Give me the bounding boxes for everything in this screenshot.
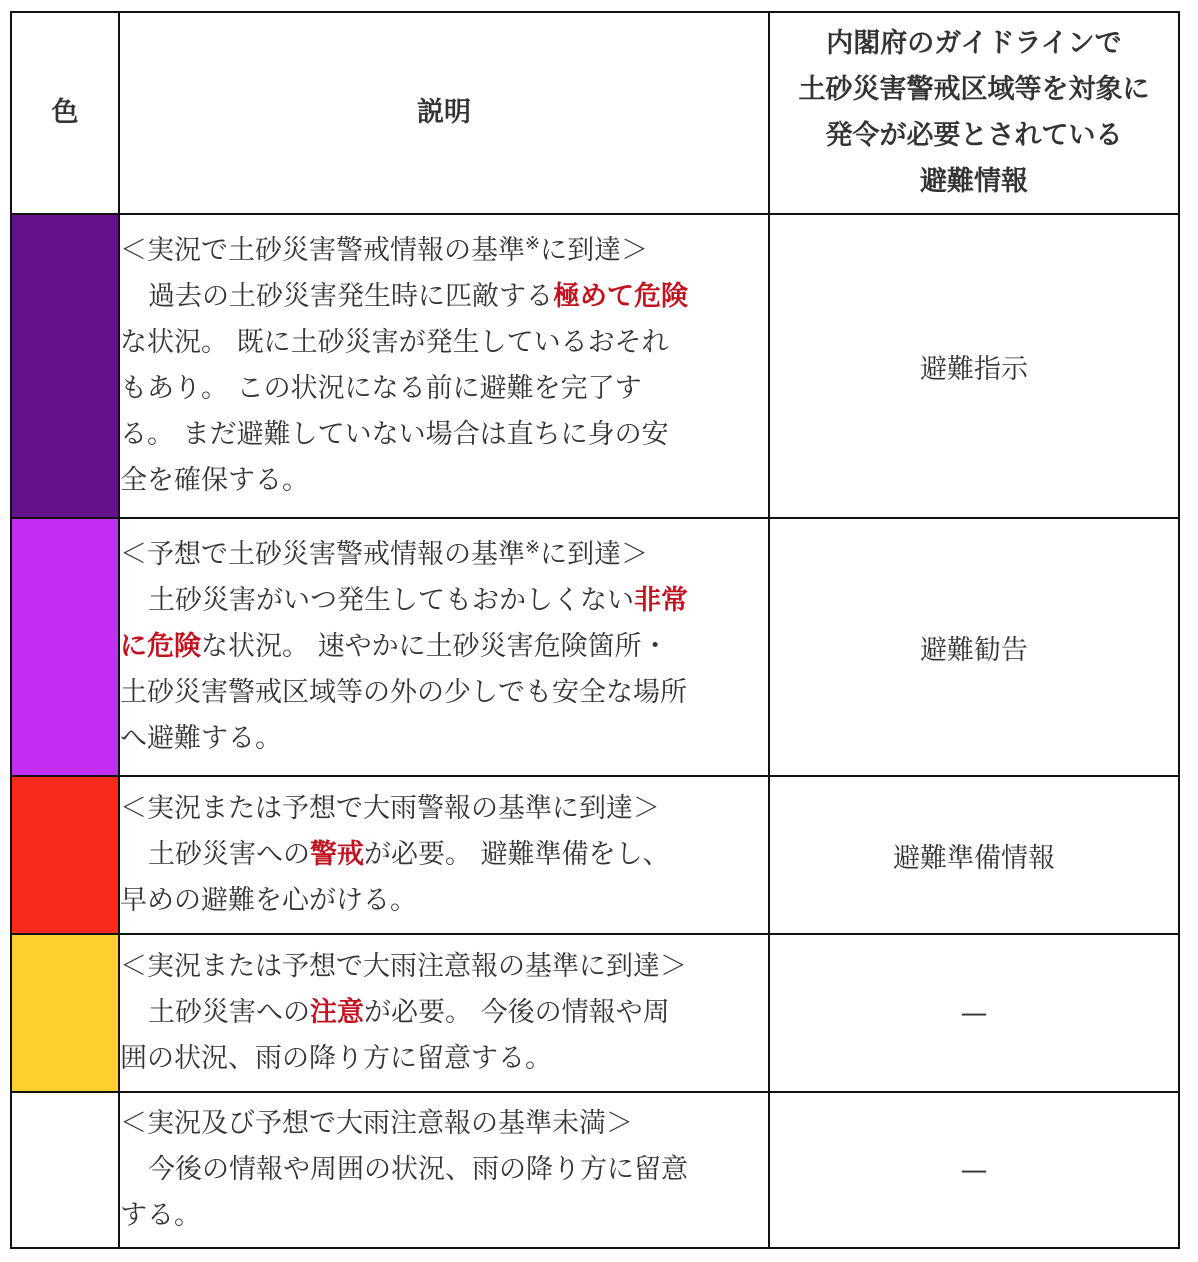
description-line <box>120 1101 768 1147</box>
description-line <box>120 1193 768 1239</box>
header-color: 色 <box>11 12 119 214</box>
header-evacuation-line: 土砂災害警戒区域等を対象に <box>798 74 1150 105</box>
level-description <box>119 518 769 776</box>
level-color-swatch <box>11 934 119 1092</box>
description-line <box>120 458 768 504</box>
description-text: に到達＞ <box>540 539 649 570</box>
description-text: 全を確保する。 <box>120 465 309 496</box>
evacuation-info: 避難準備情報 <box>769 776 1179 934</box>
description-line <box>120 412 768 458</box>
description-line <box>120 832 768 878</box>
description-line <box>120 786 768 832</box>
header-evacuation-info <box>769 12 1179 214</box>
description-text: 土砂災害警戒区域等の外の少しでも安全な場所 <box>120 677 687 708</box>
header-evacuation-line: 内閣府のガイドラインで <box>826 28 1122 59</box>
description-text: 今後の情報や周囲の状況、雨の降り方に留意 <box>148 1154 688 1185</box>
header-evacuation-line: 発令が必要とされている <box>825 120 1123 151</box>
description-text: ＜予想で土砂災害警戒情報の基準 <box>120 539 525 570</box>
description-line <box>120 274 768 320</box>
evacuation-info: — <box>769 934 1179 1092</box>
description-line <box>120 878 768 924</box>
description-text: へ避難する。 <box>120 723 282 754</box>
table-row <box>11 776 1179 934</box>
description-text: な状況。 速やかに土砂災害危険箇所・ <box>201 631 669 662</box>
table-body <box>11 214 1179 1248</box>
description-text: 土砂災害への <box>148 839 310 870</box>
description-line <box>120 990 768 1036</box>
level-color-swatch <box>11 776 119 934</box>
emphasis-text: 極めて危険 <box>553 281 688 312</box>
description-text: に到達＞ <box>540 235 649 266</box>
description-text: 囲の状況、雨の降り方に留意する。 <box>120 1043 552 1074</box>
description-line <box>120 228 768 274</box>
level-description <box>119 214 769 518</box>
description-text: ＜実況または予想で大雨注意報の基準に到達＞ <box>120 951 687 982</box>
description-text: が必要。 避難準備をし、 <box>364 839 670 870</box>
description-text: 土砂災害への <box>148 997 310 1028</box>
header-evacuation-line: 避難情報 <box>920 166 1028 197</box>
footnote-mark: ※ <box>525 233 541 254</box>
description-line <box>120 624 768 670</box>
emphasis-text: 非常 <box>634 585 688 616</box>
warning-level-table <box>10 11 1180 1249</box>
description-text: もあり。 この状況になる前に避難を完了す <box>120 373 642 404</box>
description-line <box>120 1147 768 1193</box>
description-text: 土砂災害がいつ発生してもおかしくない <box>148 585 634 616</box>
evacuation-info: 避難勧告 <box>769 518 1179 776</box>
description-text: が必要。 今後の情報や周 <box>364 997 670 1028</box>
header-row <box>11 12 1179 214</box>
description-line <box>120 944 768 990</box>
description-text: する。 <box>120 1200 201 1231</box>
description-text: 過去の土砂災害発生時に匹敵する <box>148 281 553 312</box>
evacuation-info: 避難指示 <box>769 214 1179 518</box>
emphasis-text: 警戒 <box>310 839 364 870</box>
description-line <box>120 366 768 412</box>
level-description <box>119 934 769 1092</box>
table-row <box>11 518 1179 776</box>
description-line <box>120 320 768 366</box>
level-color-swatch <box>11 518 119 776</box>
header-description: 説明 <box>119 12 769 214</box>
table-row <box>11 934 1179 1092</box>
description-text: ＜実況で土砂災害警戒情報の基準 <box>120 235 525 266</box>
description-text: る。 まだ避難していない場合は直ちに身の安 <box>120 419 669 450</box>
description-line <box>120 670 768 716</box>
level-color-swatch <box>11 214 119 518</box>
level-description <box>119 1092 769 1248</box>
table-row <box>11 1092 1179 1248</box>
emphasis-text: に危険 <box>120 631 201 662</box>
description-line <box>120 578 768 624</box>
table-row <box>11 214 1179 518</box>
description-text: ＜実況または予想で大雨警報の基準に到達＞ <box>120 793 660 824</box>
description-text: な状況。 既に土砂災害が発生しているおそれ <box>120 327 669 358</box>
evacuation-info: — <box>769 1092 1179 1248</box>
description-text: ＜実況及び予想で大雨注意報の基準未満＞ <box>120 1108 633 1139</box>
emphasis-text: 注意 <box>310 997 364 1028</box>
level-color-swatch <box>11 1092 119 1248</box>
description-text: 早めの避難を心がける。 <box>120 885 417 916</box>
description-line <box>120 1036 768 1082</box>
footnote-mark: ※ <box>525 537 541 558</box>
description-line <box>120 716 768 762</box>
description-line <box>120 532 768 578</box>
level-description <box>119 776 769 934</box>
